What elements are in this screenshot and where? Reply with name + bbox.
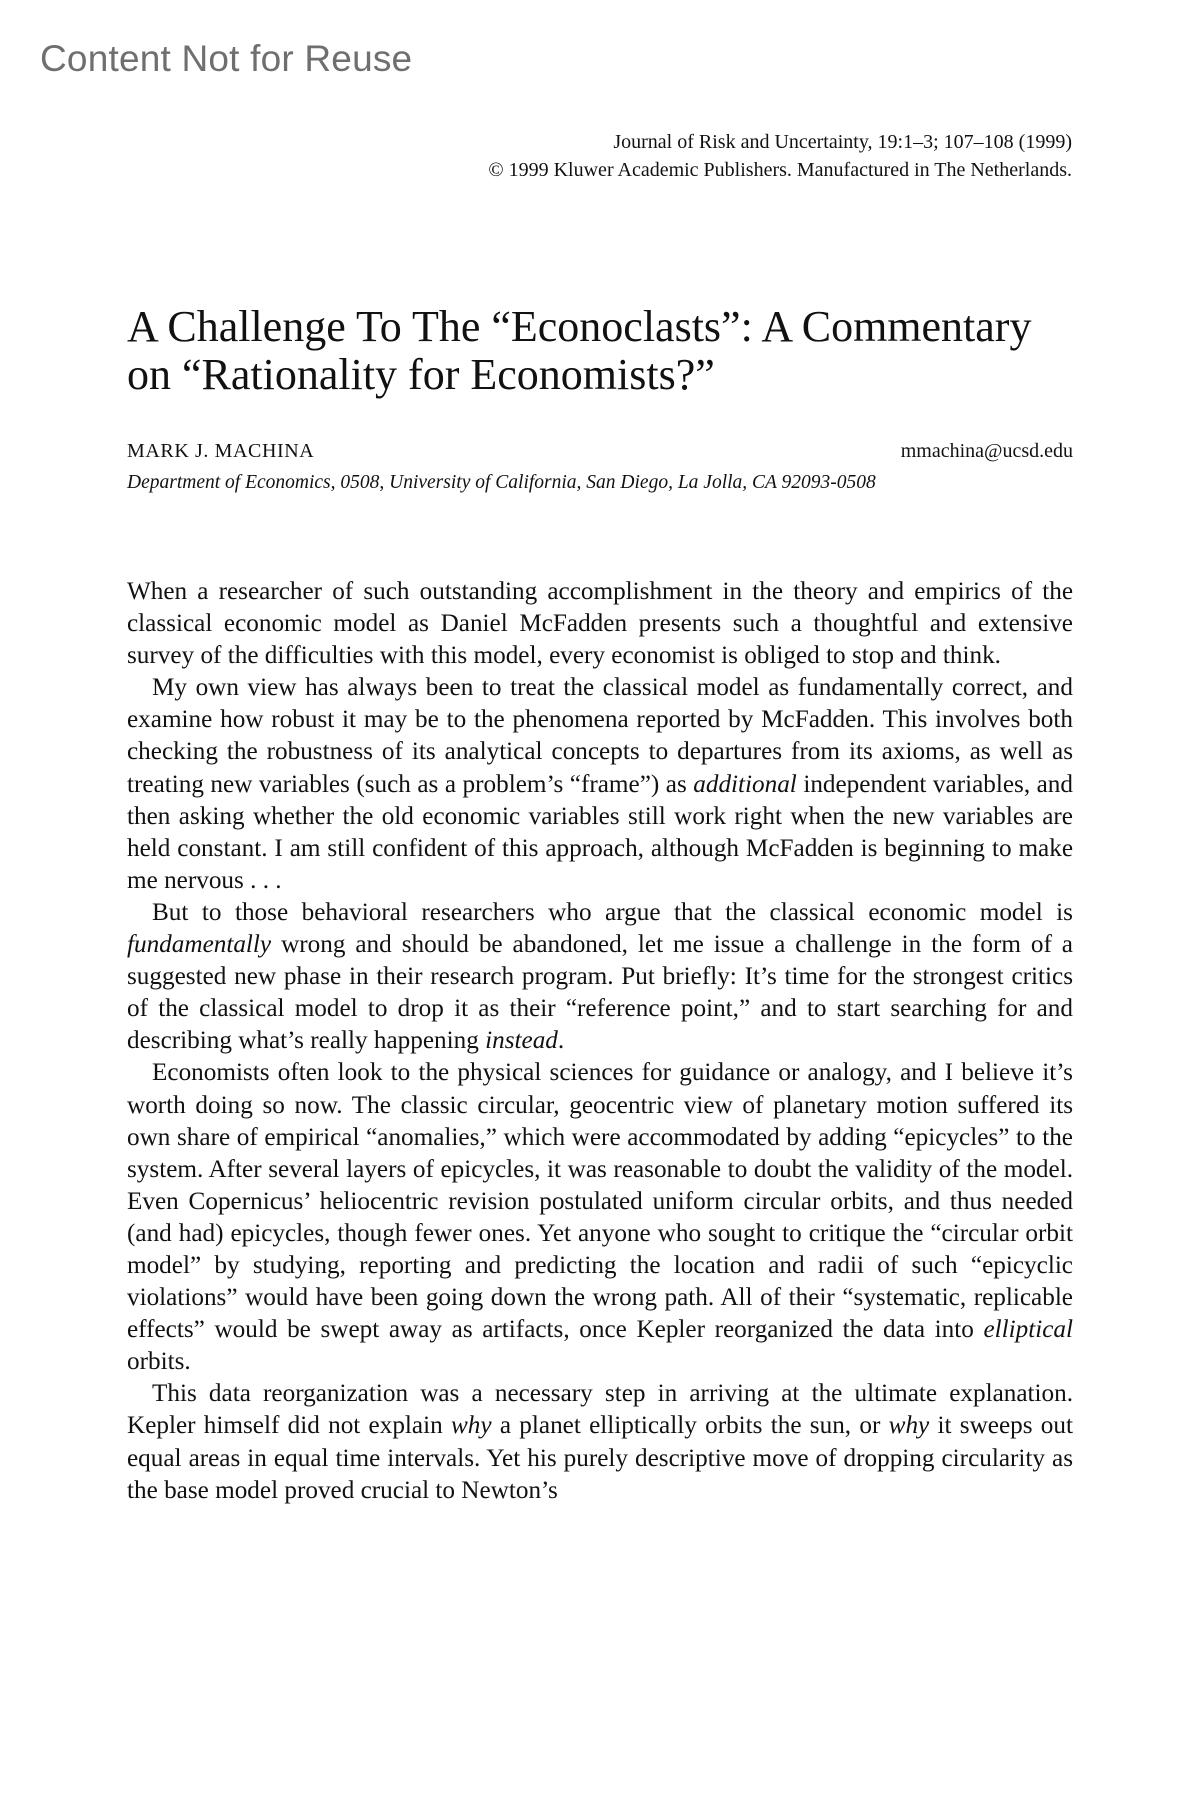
author-row	[127, 438, 1073, 464]
author-email: mmachina@ucsd.edu	[900, 440, 1073, 462]
paragraph-4: Economists often look to the physical sciences for guidance or analogy, and I believe it’s worth doing so now. The classic circular, geocentric view of planetary motion suffered its own share of empirical “anomalies,” which were accommodated by adding “epicycles” to the system. After several layers of epicycles, it was reasonable to doubt the validity of the model. Even Copernicus’ heliocentric revision postulated uniform circular orbits, and thus needed (and had) epicycles, though fewer ones. Yet anyone who sought to critique the “circular orbit model” by studying, reporting and predicting the location and radii of such “epicyclic violations” would have been going down the wrong path. All of their “systematic, replicable effects” would be swept away as artifacts, once Kepler reorganized the data into elliptical orbits.	[127, 1059, 1073, 1376]
paragraph-2: My own view has always been to treat the classical model as fundamentally correct, and examine how robust it may be to the phenomena reported by McFadden. This involves both checking the robustness of its analytical concepts to departures from its axioms, as well as treating new variables (such as a problem’s “frame”) as additional independent variables, and then asking whether the old economic variables still work right when the new variables are held constant. I am still confident of this approach, although McFadden is beginning to make me nervous . . .	[127, 674, 1073, 894]
journal-copyright: © 1999 Kluwer Academic Publishers. Manufactured in The Netherlands.	[488, 159, 1072, 181]
watermark: Content Not for Reuse	[40, 38, 413, 79]
paragraph-5: This data reorganization was a necessary step in arriving at the ultimate explanation. Kepler himself did not explain why a planet elliptically orbits the sun, or why it sweeps out equal areas in equal time intervals. Yet his purely descriptive move of dropping circularity as the base model proved crucial to Newton’s	[127, 1380, 1073, 1504]
journal-header	[488, 128, 1072, 184]
paragraph-3: But to those behavioral researchers who argue that the classical economic model is fundamentally wrong and should be abandoned, let me issue a challenge in the form of a suggested new phase in their research program. Put briefly: It’s time for the strongest critics of the classical model to drop it as their “reference point,” and to start searching for and describing what’s really happening instead.	[127, 898, 1073, 1055]
paragraph-1: When a researcher of such outstanding accomplishment in the theory and empirics of the classical economic model as Daniel McFadden presents such a thoughtful and extensive survey of the difficulties with this model, every economist is obliged to stop and think.	[127, 578, 1073, 670]
article-title	[127, 303, 1073, 399]
journal-citation: Journal of Risk and Uncertainty, 19:1–3; 107–108 (1999)	[613, 131, 1072, 153]
author-name: MARK J. MACHINA	[127, 440, 315, 462]
title-line-1: A Challenge To The “Econoclasts”: A Commentary	[127, 302, 1032, 351]
article-body	[127, 576, 1073, 1507]
title-line-2: on “Rationality for Economists?”	[127, 350, 715, 399]
author-affiliation: Department of Economics, 0508, University of California, San Diego, La Jolla, CA 92093-0508	[127, 472, 876, 493]
